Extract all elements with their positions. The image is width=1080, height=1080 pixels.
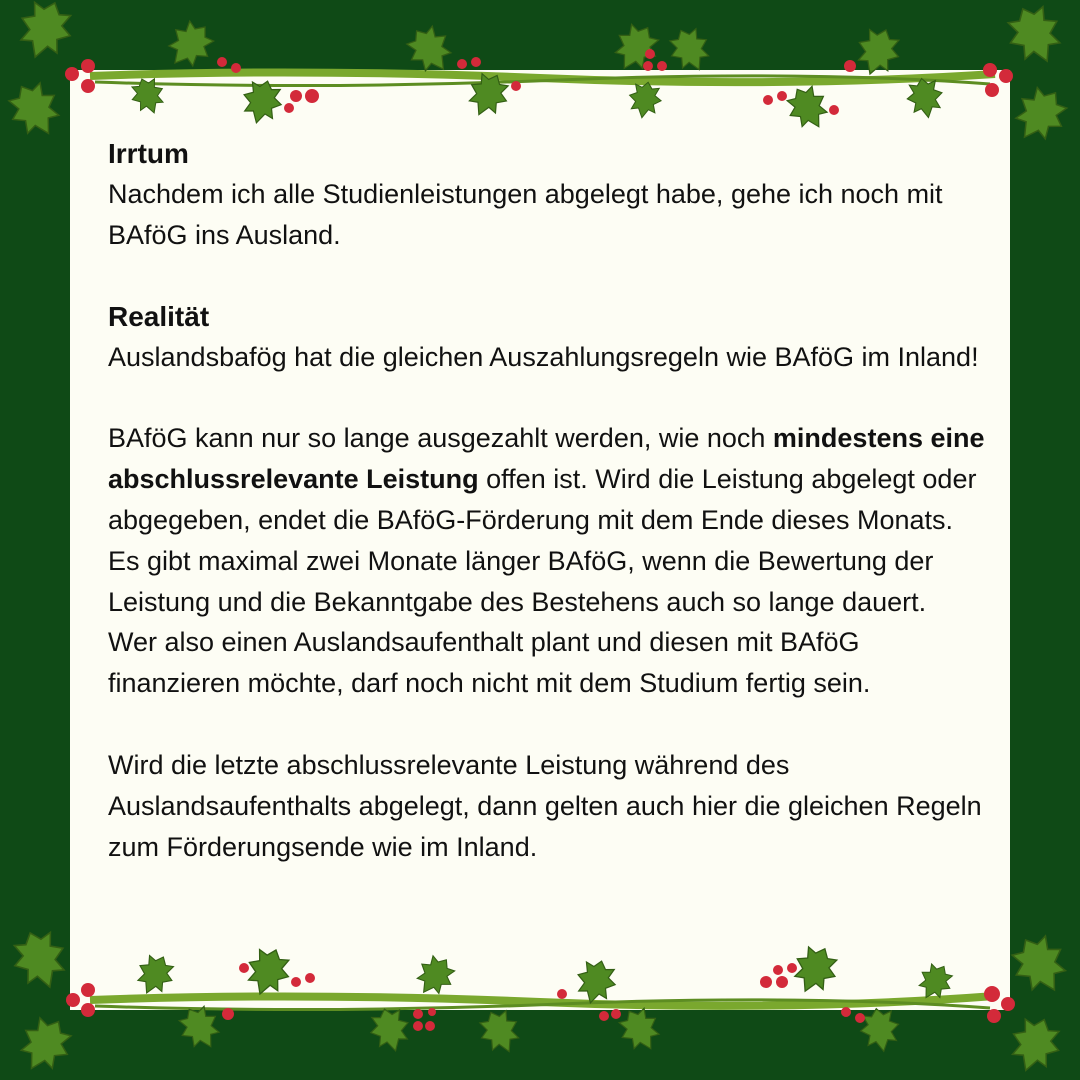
heading-irrtum: Irrtum bbox=[108, 138, 189, 169]
p1-bold: mindestens eine abschlussrelevante Leistung bbox=[108, 423, 985, 495]
p1-after: offen ist. Wird die Leistung abgelegt oder abgegeben, endet die BAföG-Förderung mit dem Ende dieses Monats. Es gibt maximal zwei Monate länger BAföG, wenn die Bewertung der Leistung und die Bekanntgabe des Bestehens auch so lange dauert. bbox=[108, 464, 977, 617]
irrtum-text: Nachdem ich alle Studienleistungen abgelegt habe, gehe ich noch mit BAföG ins Ausland. bbox=[108, 179, 943, 250]
realitaet-paragraph-3: Wird die letzte abschlussrelevante Leistung während des Auslandsaufenthalts abgelegt, dann gelten auch hier die gleichen Regeln zum Förderungsende wie im Inland. bbox=[108, 749, 982, 862]
realitaet-intro: Auslandsbafög hat die gleichen Auszahlungsregeln wie BAföG im Inland! bbox=[108, 341, 979, 372]
text-content bbox=[108, 134, 988, 867]
realitaet-paragraph-1 bbox=[108, 418, 988, 622]
heading-realitaet: Realität bbox=[108, 300, 210, 332]
p1-before: BAföG kann nur so lange ausgezahlt werden, wie noch bbox=[108, 423, 773, 454]
realitaet-paragraph-2: Wer also einen Auslandsaufenthalt plant und diesen mit BAföG finanzieren möchte, darf noch nicht mit dem Studium fertig sein. bbox=[108, 627, 871, 699]
